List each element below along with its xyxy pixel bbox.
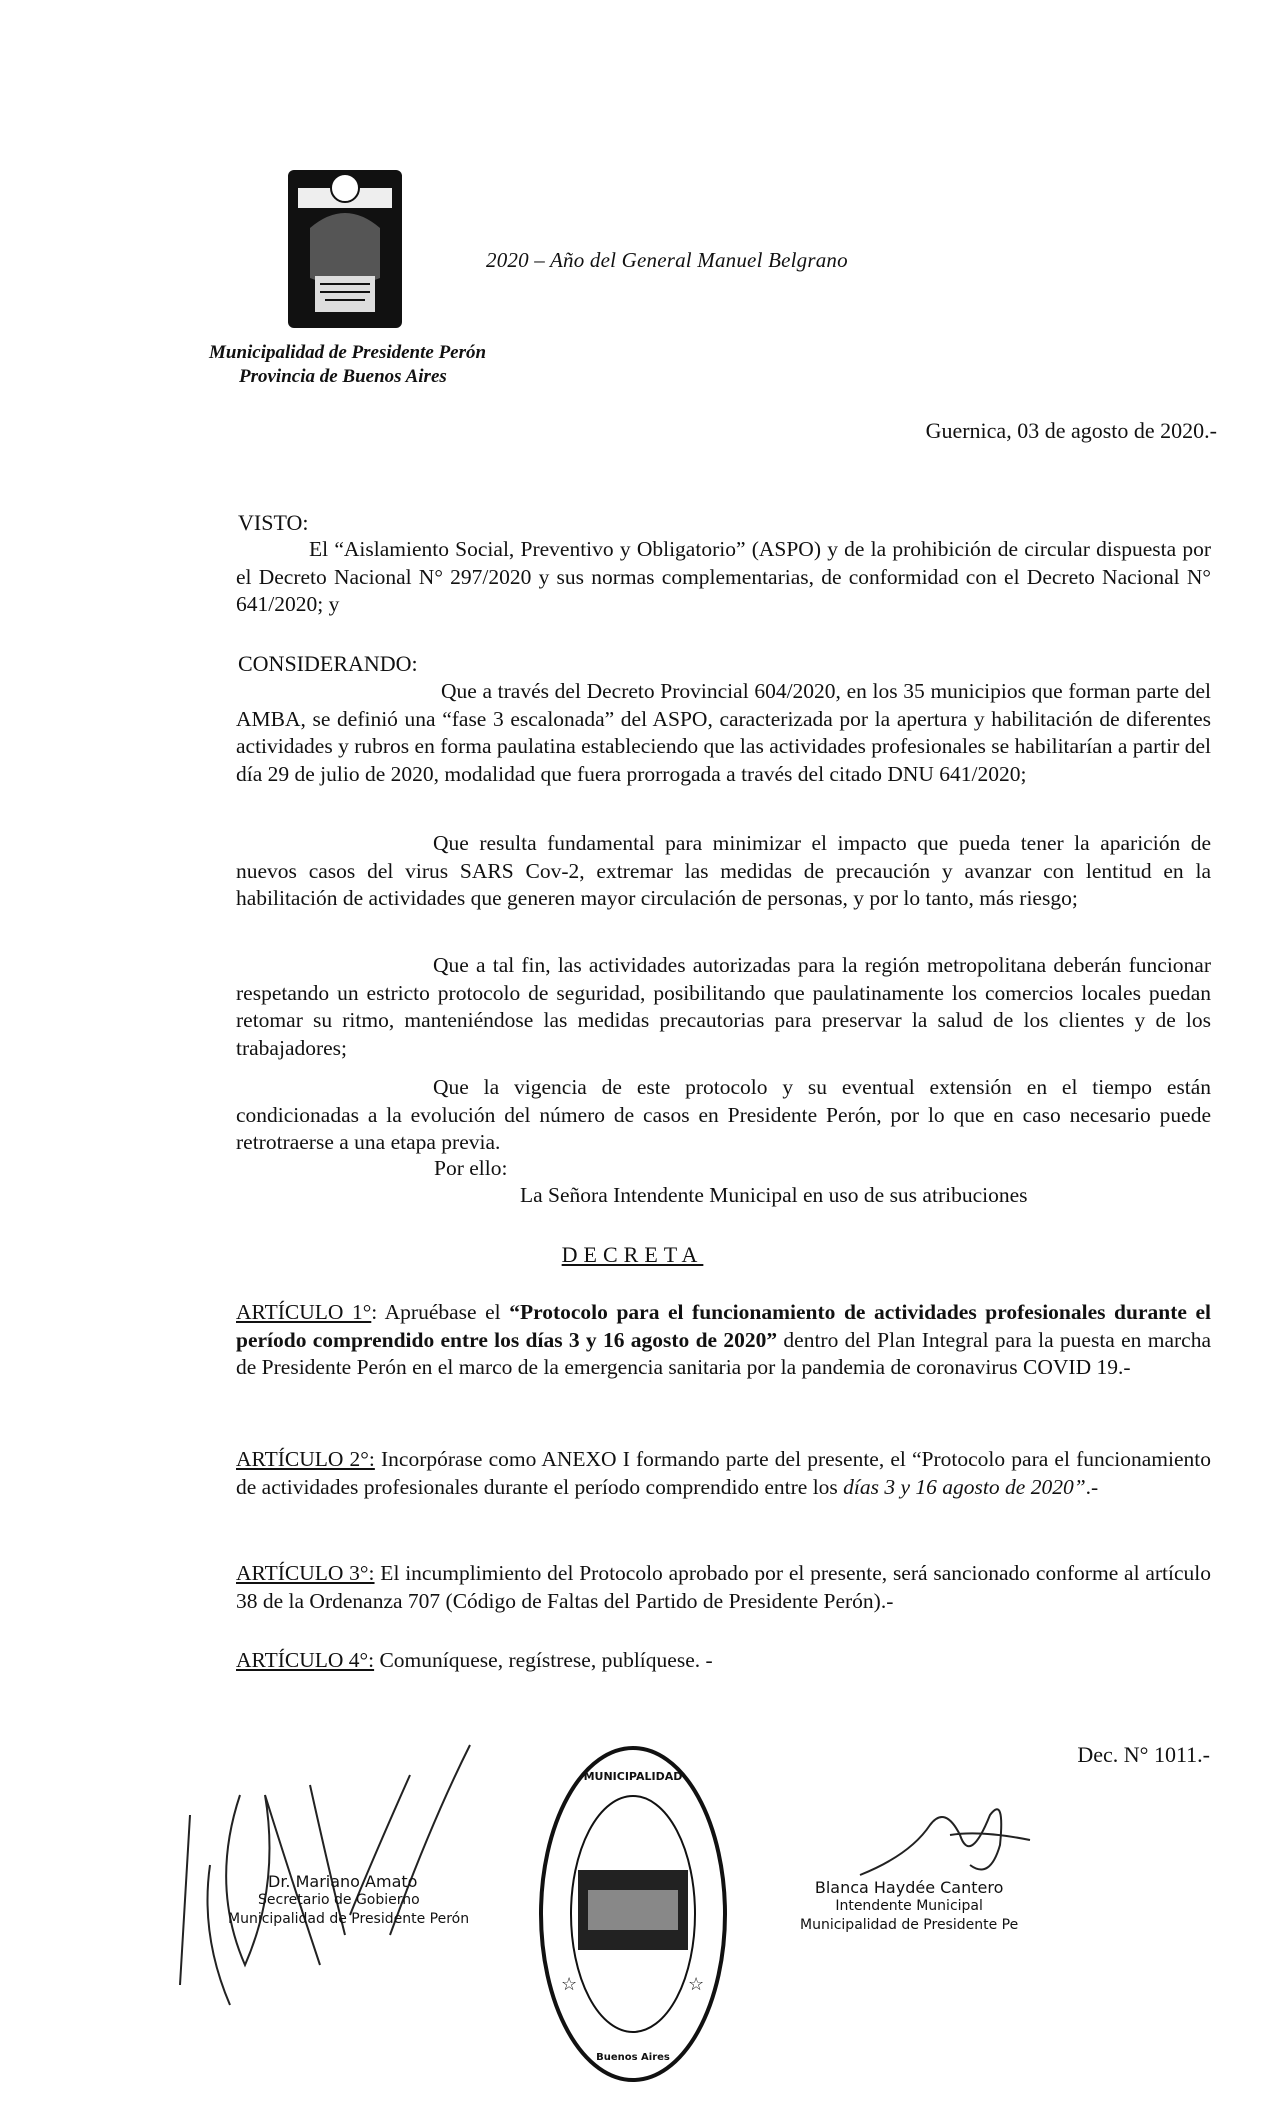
article-3-label: ARTÍCULO 3°: xyxy=(236,1561,375,1585)
province-name: Provincia de Buenos Aires xyxy=(239,366,447,387)
article-2 xyxy=(236,1446,1211,1501)
article-1-label: ARTÍCULO 1° xyxy=(236,1300,372,1324)
svg-text:☆: ☆ xyxy=(688,1974,705,1994)
considerando-paragraph-3: Que a tal fin, las actividades autorizadas para la región metropolitana deberán funcionar respetando un estricto protocolo de seguridad, posibilitando que paulatinamente los comercios locales puedan retomar su ritmo, manteniéndose las medidas precautorias para preservar la salud de los clientes y de los trabajadores; xyxy=(236,953,1211,1060)
article-2-dates: días 3 y 16 agosto de 2020” xyxy=(843,1474,1086,1499)
por-ello: Por ello: xyxy=(434,1156,508,1180)
left-signer-org: Municipalidad de Presidente Perón xyxy=(228,1911,470,1927)
article-1-intro: : Apruébase el xyxy=(371,1300,510,1324)
article-4-label: ARTÍCULO 4°: xyxy=(236,1648,375,1672)
left-signature-block xyxy=(228,1872,469,1929)
right-signature-scribble xyxy=(850,1795,1040,1885)
article-1-body: dentro del Plan Integral para la puesta en marcha de Presidente Perón en el marco de la emergencia sanitaria por la pandemia de coronavirus COVID 19.- xyxy=(236,1327,1211,1379)
visto-heading: VISTO: xyxy=(238,510,309,535)
article-3-body: El incumplimiento del Protocolo aprobado por el presente, será sancionado conforme al artículo 38 de la Ordenanza 707 (Código de Faltas del Partido de Presidente Perón).- xyxy=(236,1561,1211,1613)
date-line: Guernica, 03 de agosto de 2020.- xyxy=(925,418,1217,443)
municipal-seal xyxy=(533,1740,733,2088)
article-1 xyxy=(236,1299,1211,1382)
article-2-label: ARTÍCULO 2°: xyxy=(236,1447,375,1471)
article-2-end: .- xyxy=(1085,1474,1099,1499)
right-signer-role: Intendente Municipal xyxy=(835,1898,983,1914)
decree-number: Dec. N° 1011.- xyxy=(1077,1742,1210,1767)
intendente-line: La Señora Intendente Municipal en uso de sus atribuciones xyxy=(520,1183,1028,1207)
considerando-paragraph-1: Que a través del Decreto Provincial 604/2020, en los 35 municipios que forman parte del AMBA, se definió una “fase 3 escalonada” del ASPO, caracterizada por la apertura y habilitación de diferentes actividades y rubros en forma paulatina estableciendo que las actividades profesionales se habilitarían a partir del día 29 de julio de 2020, modalidad que fuera prorrogada a través del citado DNU 641/2020; xyxy=(236,679,1211,786)
municipality-header xyxy=(209,341,529,389)
article-1-protocol-title: “Protocolo para el funcionamiento de actividades profesionales durante el período comprendido entre los días 3 y 16 agosto de 2020” xyxy=(236,1300,1211,1352)
year-motto: 2020 – Año del General Manuel Belgrano xyxy=(486,248,848,272)
svg-text:MUNICIPALIDAD: MUNICIPALIDAD xyxy=(583,1770,683,1783)
left-signer-role: Secretario de Gobierno xyxy=(258,1892,420,1908)
municipal-crest-logo xyxy=(280,158,410,333)
article-4-body: Comuníquese, regístrese, publíquese. - xyxy=(374,1648,713,1672)
right-signer-org: Municipalidad de Presidente Pe xyxy=(800,1917,1019,1933)
right-signature-block xyxy=(800,1878,1018,1935)
considerando-heading: CONSIDERANDO: xyxy=(238,651,418,676)
article-2-body: Incorpórase como ANEXO I formando parte del presente, el “Protocolo para el funcionamiento de actividades profesionales durante el período comprendido entre los xyxy=(236,1447,1211,1499)
article-3 xyxy=(236,1560,1211,1615)
visto-text: El “Aislamiento Social, Preventivo y Obligatorio” (ASPO) y de la prohibición de circular dispuesta por el Decreto Nacional N° 297/2020 y sus normas complementarias, de conformidad con el Decreto Nacional N° 641/2020; y xyxy=(236,537,1211,616)
considerando-paragraph-4: Que la vigencia de este protocolo y su eventual extensión en el tiempo están condicionadas a la evolución del número de casos en Presidente Perón, por lo que en caso necesario puede retrotraerse a una etapa previa. xyxy=(236,1075,1211,1154)
right-signer-name: Blanca Haydée Cantero xyxy=(814,1878,1004,1897)
svg-text:☆: ☆ xyxy=(561,1974,578,1994)
municipality-name: Municipalidad de Presidente Perón xyxy=(209,342,487,363)
left-signer-name: Dr. Mariano Amato xyxy=(268,1872,418,1891)
svg-text:Buenos Aires: Buenos Aires xyxy=(596,2052,670,2063)
considerando-paragraph-2: Que resulta fundamental para minimizar el impacto que pueda tener la aparición de nuevos casos del virus SARS Cov-2, extremar las medidas de precaución y avanzar con lentitud en la habilitación de actividades que generen mayor circulación de personas, y por lo tanto, más riesgo; xyxy=(236,831,1211,910)
article-4 xyxy=(236,1647,1211,1675)
decreta-heading: DECRETA xyxy=(561,1242,704,1267)
